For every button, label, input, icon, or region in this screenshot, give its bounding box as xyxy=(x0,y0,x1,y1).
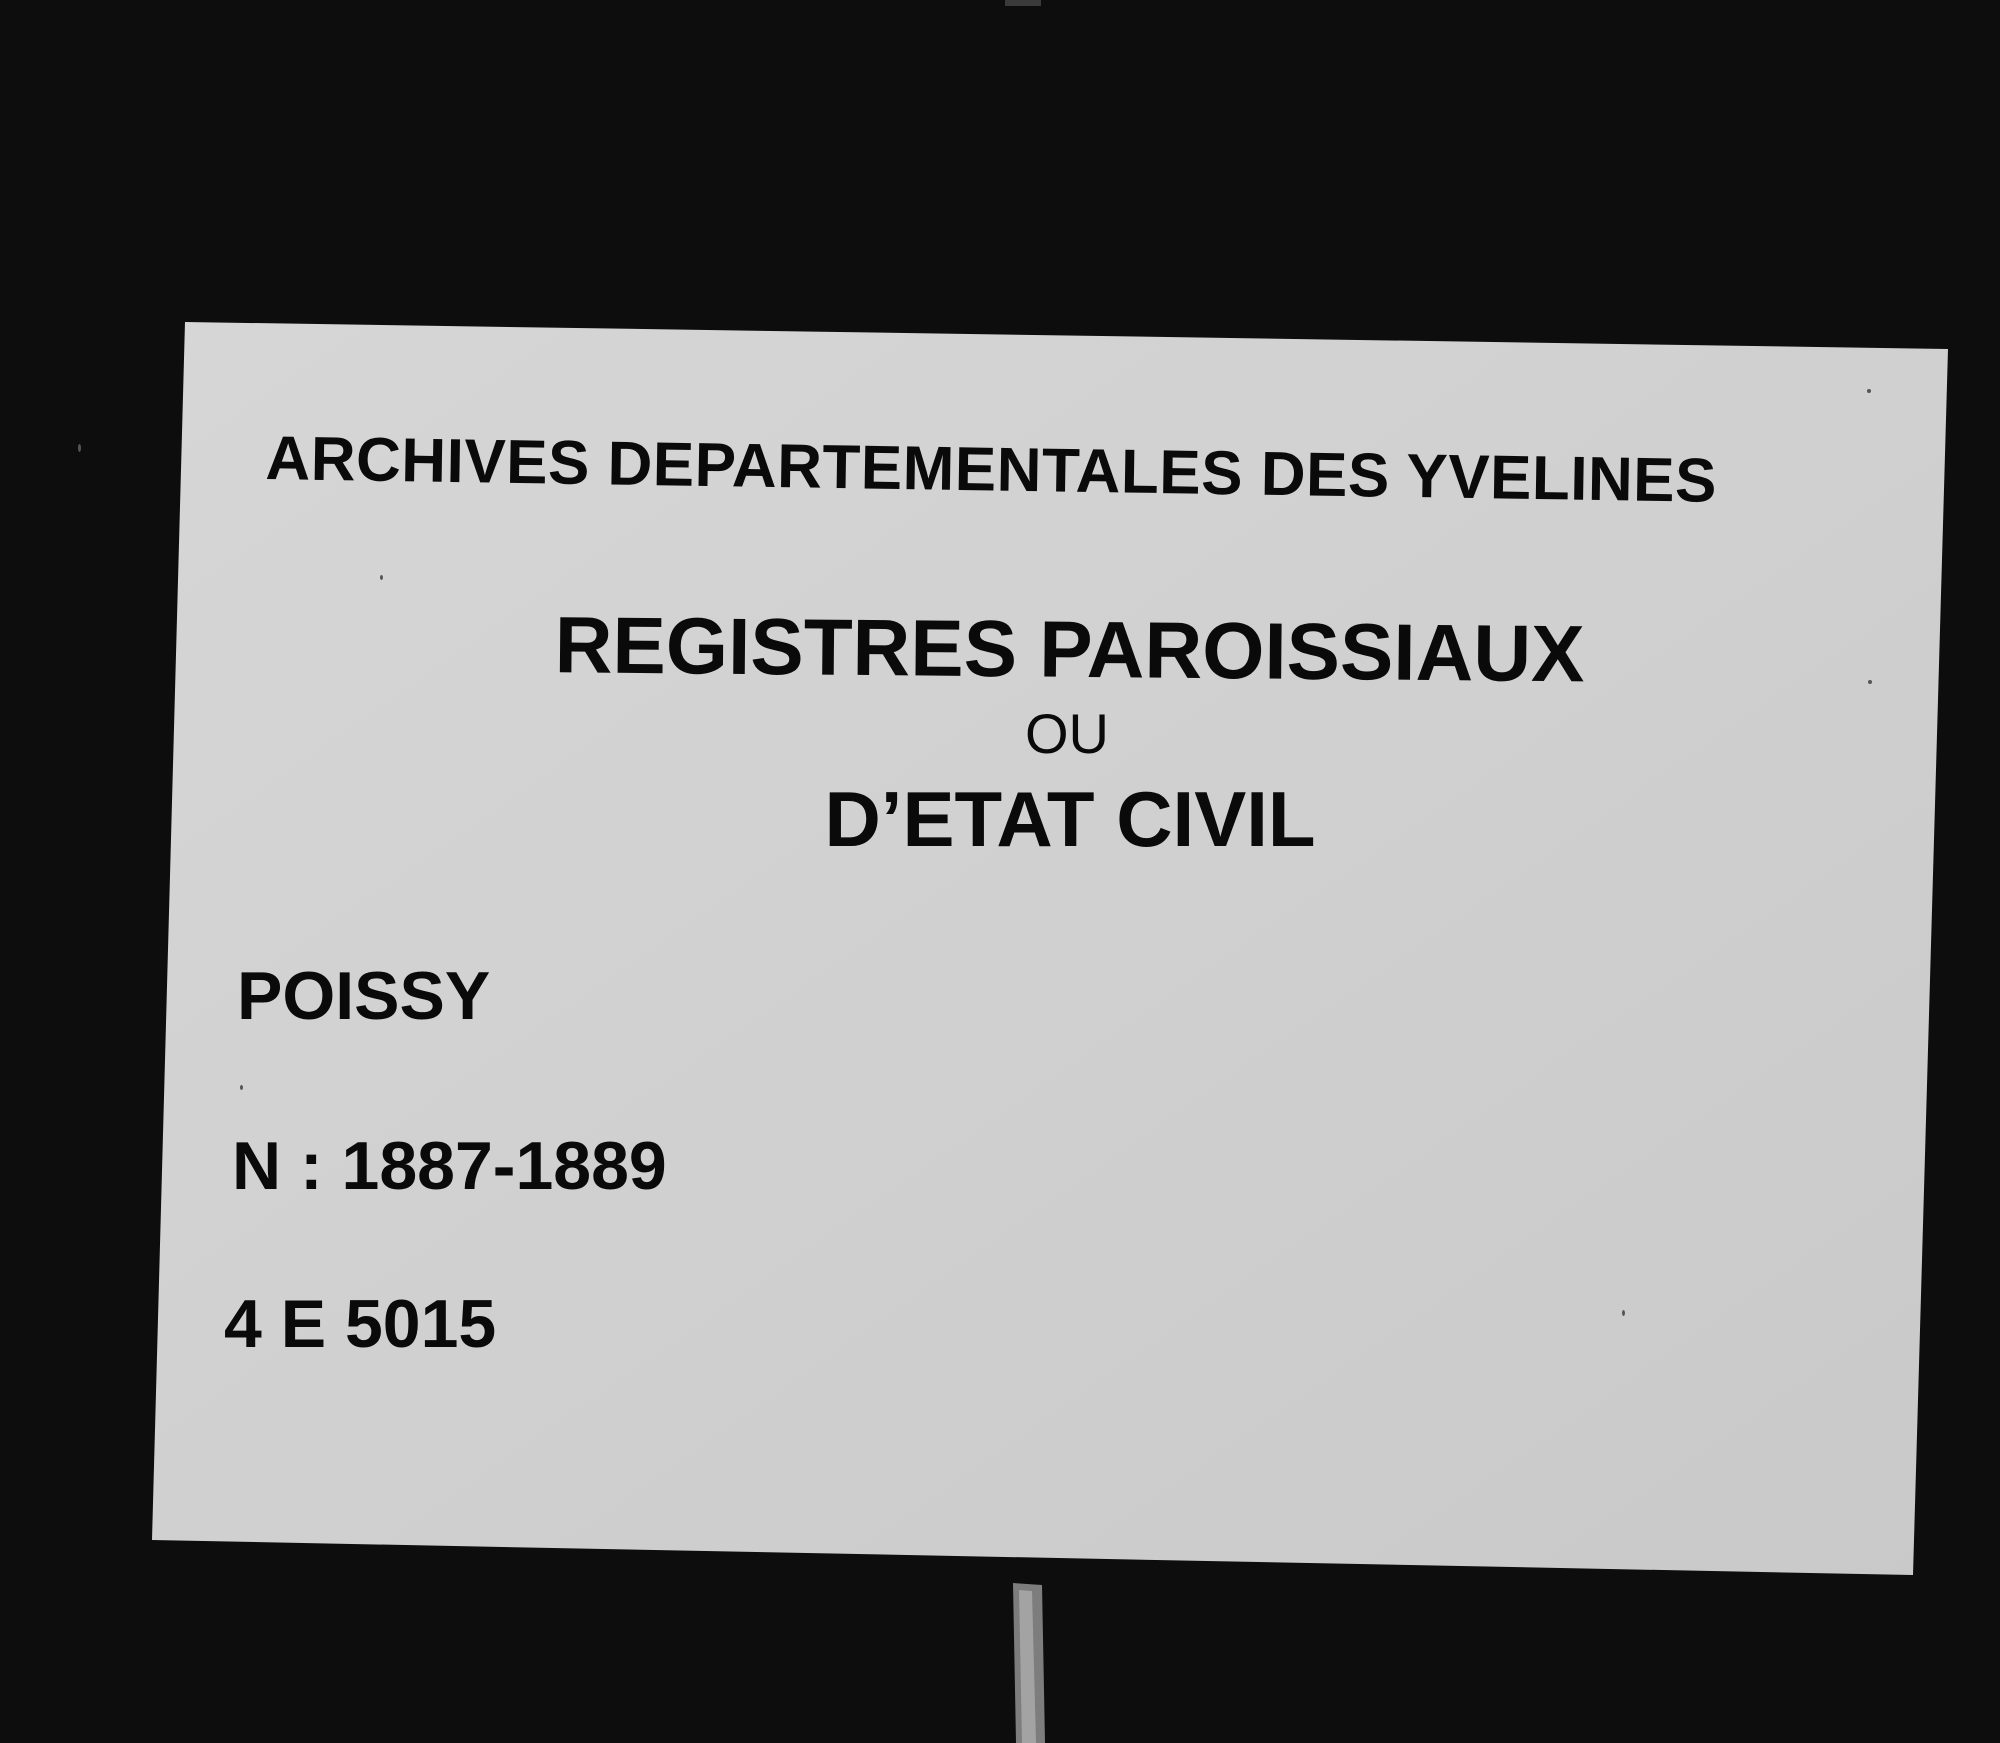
dust-speck xyxy=(380,575,383,580)
record-date-range: N : 1887-1889 xyxy=(232,1128,667,1204)
archive-header: ARCHIVES DEPARTEMENTALES DES YVELINES xyxy=(264,424,1718,516)
dust-speck xyxy=(1867,389,1871,393)
dust-speck xyxy=(240,1085,243,1090)
archive-reference: 4 E 5015 xyxy=(224,1286,497,1362)
place-name: POISSY xyxy=(237,958,491,1034)
dust-speck xyxy=(1868,680,1872,684)
register-title-line-1: REGISTRES PAROISSIAUX xyxy=(554,600,1585,699)
register-title-line-2: D’ETAT CIVIL xyxy=(824,775,1316,863)
dust-speck xyxy=(1622,1310,1625,1316)
register-title-conjunction: OU xyxy=(1025,702,1109,765)
dust-speck xyxy=(78,444,81,452)
